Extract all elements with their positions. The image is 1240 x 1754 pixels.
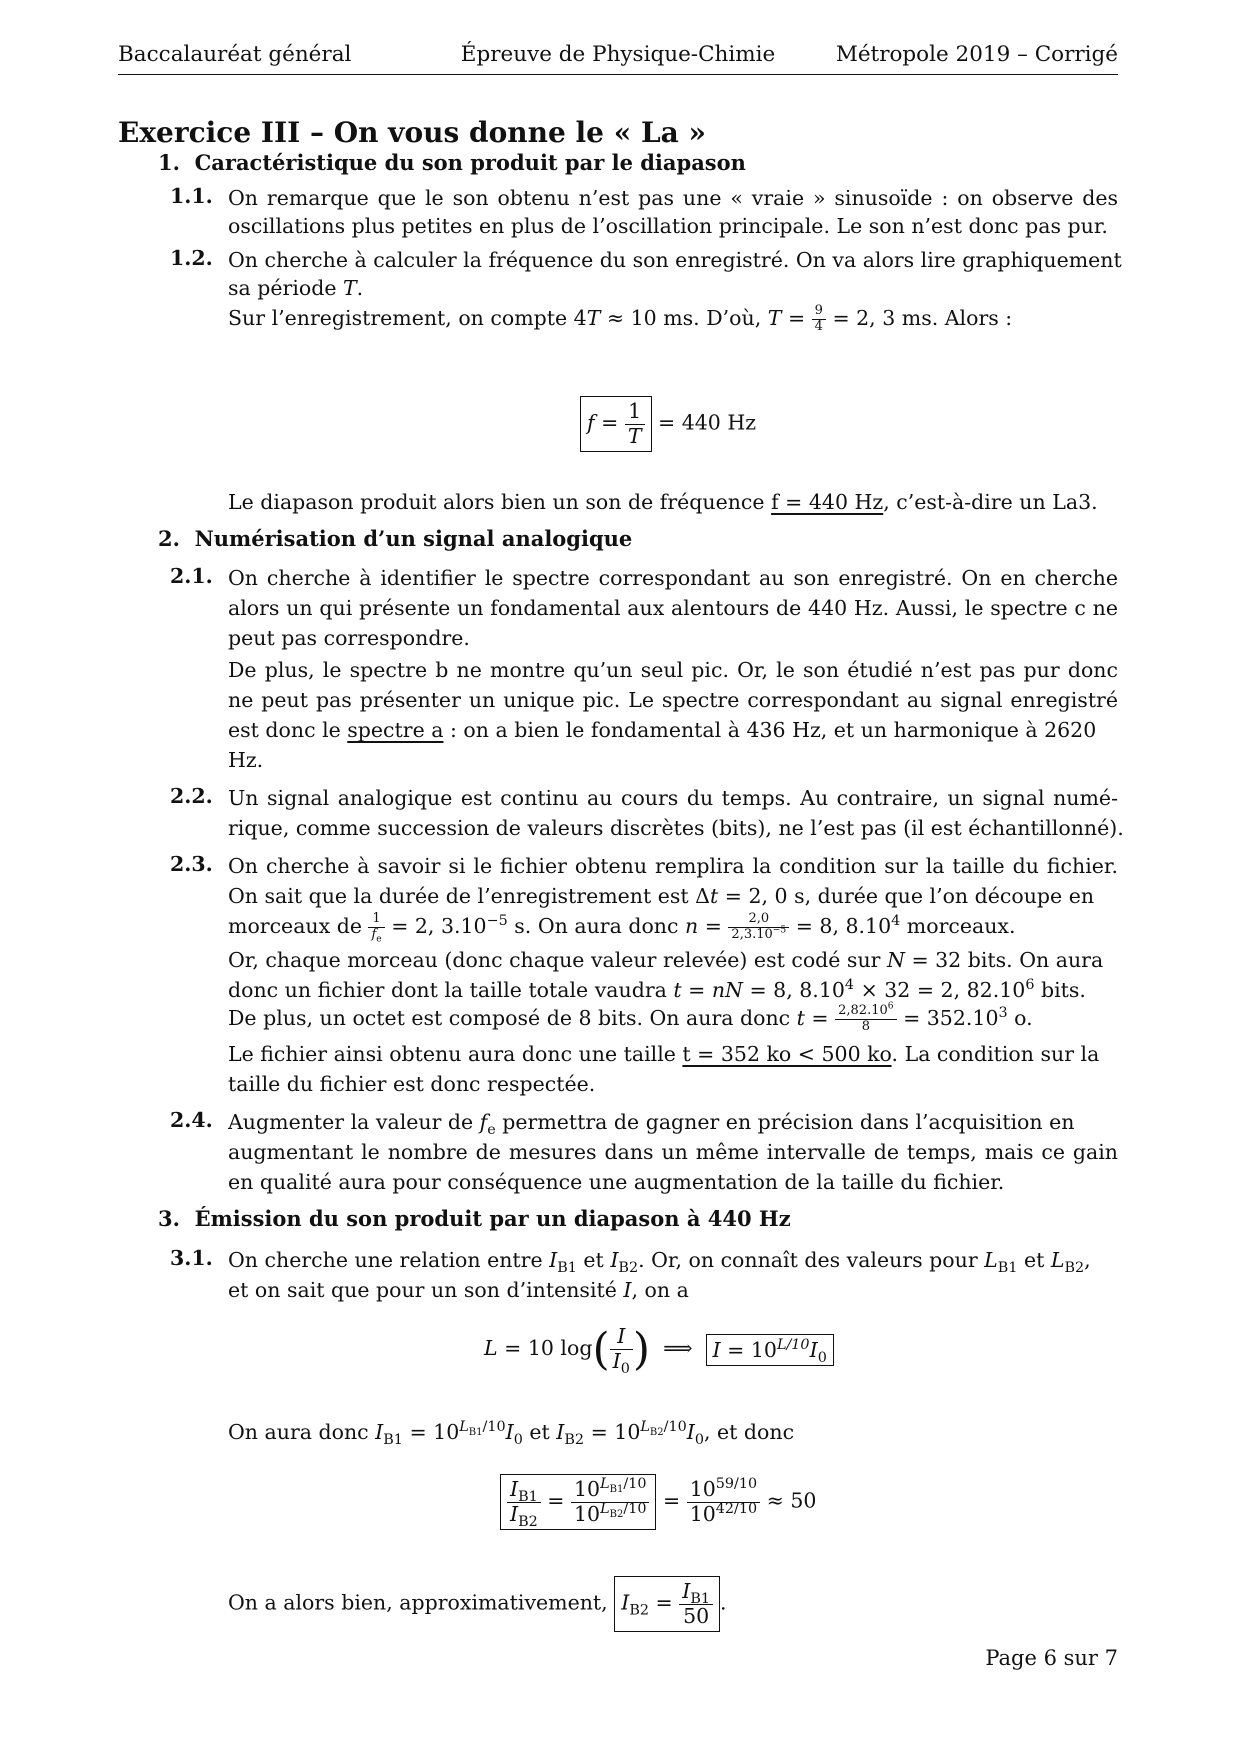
- section-3-heading: 3. Émission du son produit par un diapason à 440 Hz: [158, 1206, 791, 1231]
- q23-number: 2.3.: [170, 852, 213, 876]
- header-left: Baccalauréat général: [118, 42, 352, 67]
- frequency-equation: f = $\frac{1}{T}$ = 440 Hz: [580, 396, 756, 452]
- q23-line8: taille du fichier est donc respectée.: [228, 1072, 596, 1096]
- q22-line1: Un signal analogique est continu au cours du temps. Au contraire, un signal numé-: [228, 786, 1118, 810]
- q21-line5: ne peut pas présenter un unique pic. Le spectre correspondant au signal enregistré: [228, 688, 1118, 712]
- running-header: [118, 40, 1118, 75]
- q23-line1: On cherche à savoir si le fichier obtenu remplira la condition sur la taille du fichier.: [228, 854, 1118, 878]
- header-center: Épreuve de Physique-Chimie: [460, 42, 776, 67]
- q31-line1: On cherche une relation entre $I_{B1}$ et $I_{B2}$. Or, on connaît des valeurs pour $L_{B1}$ et $L_{B2}$,: [228, 1248, 1091, 1277]
- header-right: Métropole 2019 – Corrigé: [835, 42, 1118, 67]
- q22-number: 2.2.: [170, 784, 213, 808]
- log-equation: L = 10 log( $\frac{I}{I_0}$ ) ⟹ $I = 10^{L/10}I_0$: [484, 1324, 834, 1375]
- q31-number: 3.1.: [170, 1246, 213, 1270]
- q21-line6: est donc le spectre a : on a bien le fondamental à 436 Hz, et un harmonique à 2620: [228, 718, 1097, 742]
- q23-line7: Le fichier ainsi obtenu aura donc une taille t = 352 ko < 500 ko. La condition sur la: [228, 1042, 1100, 1066]
- frequency-formula-box: f = $\frac{1}{T}$: [580, 396, 652, 452]
- q23-line5: donc un fichier dont la taille totale vaudra t = nN = 8, $8.10^4 \times 32 = 2$, 82.10$^6$ bits.: [228, 977, 1086, 1002]
- q24-number: 2.4.: [170, 1108, 213, 1132]
- q12-number: 1.2.: [170, 246, 213, 270]
- q23-line2: On sait que la durée de l’enregistrement est Δt = 2, 0 s, durée que l’on découpe en: [228, 884, 1095, 908]
- q21-line7: Hz.: [228, 748, 264, 772]
- q21-line4: De plus, le spectre b ne montre qu’un seul pic. Or, le son étudié n’est pas pur donc: [228, 658, 1118, 682]
- intensity-formula-box: $I = 10^{L/10}I_0$: [706, 1334, 834, 1366]
- section-2-heading: 2. Numérisation d’un signal analogique: [158, 526, 633, 551]
- final-result-box: $I_{B2}$ = $\frac{I_{B1}}{50}$: [614, 1576, 720, 1632]
- q12-line3: Sur l’enregistrement, on compte 4T ≈ 10 ms. D’où, T = $\frac{9}{4}$ = 2, 3 ms. Alors :: [228, 303, 1013, 334]
- q12-line1: On cherche à calculer la fréquence du son enregistré. On va alors lire graphiquement: [228, 248, 1122, 272]
- q22-line2: rique, comme succession de valeurs discrètes (bits), ne l’est pas (il est échantillonné).: [228, 816, 1124, 840]
- exercise-title: Exercice III – On vous donne le « La »: [118, 116, 707, 149]
- q11-line2: oscillations plus petites en plus de l’oscillation principale. Le son n’est donc pas pur.: [228, 214, 1108, 238]
- q21-line2: alors un qui présente un fondamental aux alentours de 440 Hz. Aussi, le spectre c ne: [228, 596, 1118, 620]
- page-number: Page 6 sur 7: [985, 1646, 1118, 1670]
- q24-line2: augmentant le nombre de mesures dans un même intervalle de temps, mais ce gain: [228, 1140, 1118, 1164]
- q23-line4: Or, chaque morceau (donc chaque valeur relevée) est codé sur N = 32 bits. On aura: [228, 948, 1104, 972]
- q31-line3: On aura donc $I_{B1} = 10^{L_{B1}/10}I_0$ et $I_{B2} = 10^{L_{B2}/10}I_0$, et donc: [228, 1419, 795, 1449]
- q12-line2: sa période T.: [228, 276, 364, 300]
- q24-line3: en qualité aura pour conséquence une augmentation de la taille du fichier.: [228, 1170, 1005, 1194]
- q31-line2: et on sait que pour un son d’intensité I, on a: [228, 1278, 689, 1302]
- q24-line1: Augmenter la valeur de $f_e$ permettra de gagner en précision dans l’acquisition en: [228, 1110, 1075, 1139]
- q21-line1: On cherche à identifier le spectre correspondant au son enregistré. On en cherche: [228, 566, 1118, 590]
- q11-line1: On remarque que le son obtenu n’est pas une « vraie » sinusoïde : on observe des: [228, 186, 1118, 210]
- ratio-formula-box: $\frac{I_{B1}}{I_{B2}}$ = $\frac{10^{L_{B1}/10}}{10^{L_{B2}/10}}$: [500, 1474, 656, 1530]
- q31-final-line: On a alors bien, approximativement, $I_{B2}$ = $\frac{I_{B1}}{50}$ .: [228, 1576, 727, 1632]
- ratio-equation: $\frac{I_{B1}}{I_{B2}}$ = $\frac{10^{L_{B1}/10}}{10^{L_{B2}/10}}$ = $\frac{10^{59/10}}{10^{42/10}}$ ≈ 50: [500, 1474, 816, 1530]
- section-1-heading: 1. Caractéristique du son produit par le diapason: [158, 150, 746, 175]
- q21-number: 2.1.: [170, 564, 213, 588]
- q11-number: 1.1.: [170, 184, 213, 208]
- q21-line3: peut pas correspondre.: [228, 626, 470, 650]
- q23-line3: morceaux de $\frac{1}{f_e}$ = 2, $3.10^{-5}$ s. On aura donc n = $\frac{2,0}{2,3.10^{-5}}$ = 8, 8.10$^4$ morceaux.: [228, 911, 1016, 945]
- q12-conclusion: Le diapason produit alors bien un son de fréquence f = 440 Hz, c’est-à-dire un La3.: [228, 490, 1098, 514]
- q23-line6: De plus, un octet est composé de 8 bits. On aura donc t = $\frac{2,82.10^6}{8}$ = $352.10^3$ o.: [228, 1001, 1033, 1034]
